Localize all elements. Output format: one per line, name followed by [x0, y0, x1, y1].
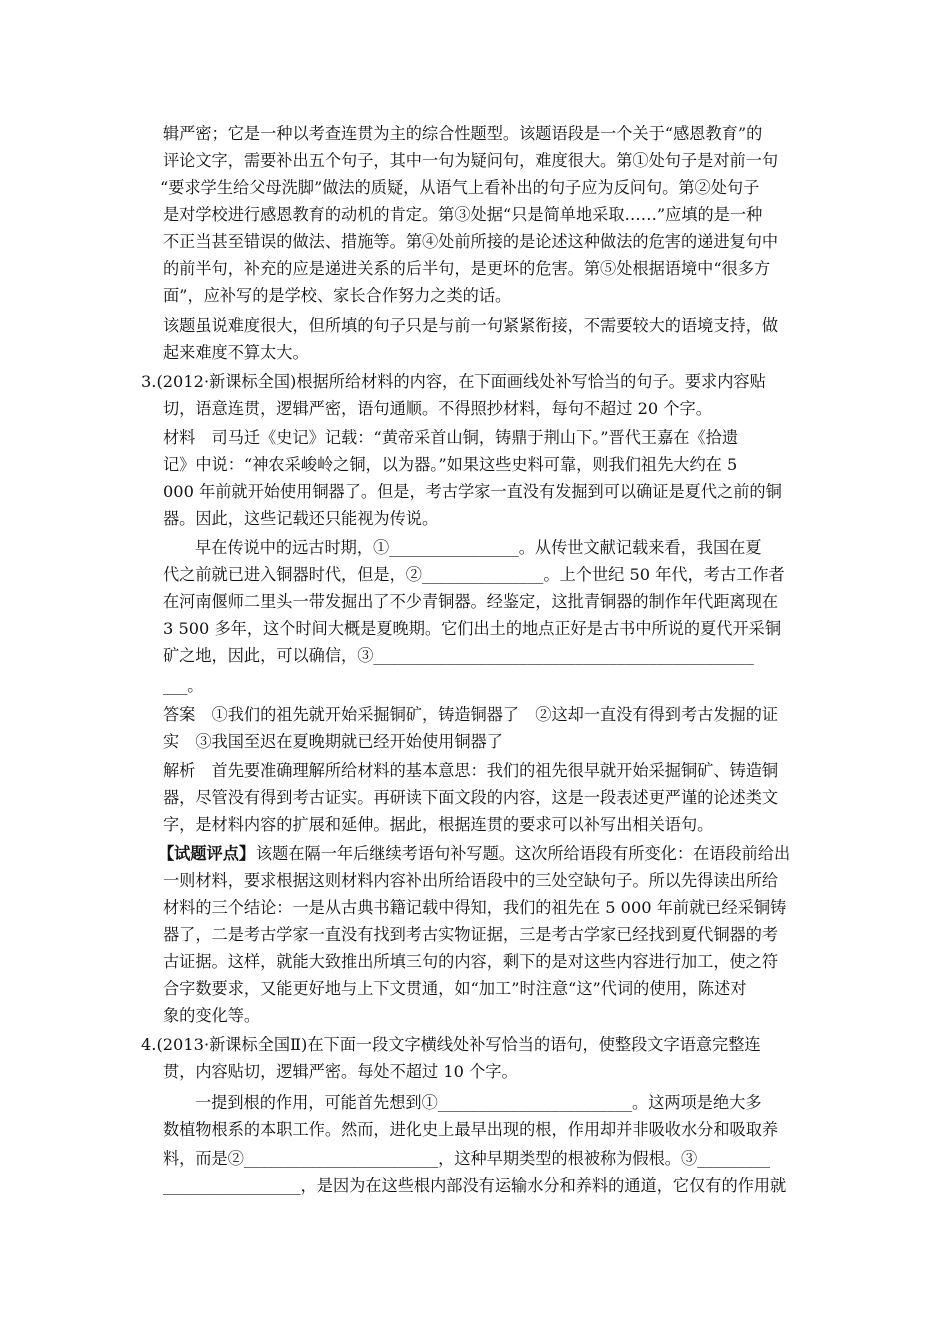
text-line: 器了，二是考古学家一直没有找到考古实物证据，三是考古学家已经找到夏代铜器的考: [163, 925, 779, 944]
text-line: 材料的三个结论：一是从古典书籍记载中得知，我们的祖先在 5 000 年前就已经采铜铸: [163, 898, 787, 917]
text-line: 矿之地，因此，可以确信，③_______________________________________________: [163, 646, 754, 665]
analysis-text: 解析 首先要准确理解所给材料的基本意思：我们的祖先很早就开始采掘铜矿、铸造铜: [163, 761, 779, 780]
passage-text: 一提到根的作用，可能首先想到①________________________。这两项是绝大多: [195, 1093, 762, 1112]
question-4-stem: 4.(2013·新课标全国Ⅱ)在下面一段文字横线处补写恰当的语句，使整段文字语意完整连: [141, 1035, 761, 1054]
text-line: 器。因此，这些记载还只能视为传说。: [163, 509, 439, 528]
text-line: 字，是材料内容的扩展和延伸。据此，根据连贯的要求可以补写出相关语句。: [163, 815, 714, 834]
text-line: 料，而是②________________________，这种早期类型的根被称为假根。③_________: [163, 1149, 771, 1168]
text-line: 该题虽说难度很大，但所填的句子只是与前一句紧紧衔接，不需要较大的语境支持，做: [163, 316, 779, 335]
text-line: 象的变化等。: [163, 1006, 261, 1025]
material-text: 材料 司马迁《史记》记载：“黄帝采首山铜，铸鼎于荆山下。”晋代王嘉在《拾遗: [163, 428, 739, 447]
text-line: 3 500 多年，这个时间大概是夏晚期。它们出土的地点正好是古书中所说的夏代开采铜: [163, 619, 782, 638]
text-line: _________________，是因为在这些根内部没有运输水分和养料的通道，它仅有的作用就: [163, 1176, 787, 1195]
text-line: 评论文字，需要补出五个句子，其中一句为疑问句，难度很大。第①处句子是对前一句: [163, 151, 779, 170]
question-3-stem: 3.(2012·新课标全国)根据所给材料的内容，在下面画线处补写恰当的句子。要求内容贴: [141, 372, 766, 391]
text-line: 起来难度不算太大。: [163, 343, 309, 362]
review-heading: 【试题评点】: [158, 844, 256, 863]
text-line: 一则材料，要求根据这则材料内容补出所给语段中的三处空缺句子。所以先得读出所给: [163, 871, 779, 890]
text-line: “要求学生给父母洗脚”做法的质疑，从语气上看补出的句子应为反问句。第②处句子: [160, 178, 760, 197]
text-line: 实 ③我国至迟在夏晚期就已经开始使用铜器了: [163, 732, 503, 751]
text-line: 代之前就已进入铜器时代，但是，②_______________。上个世纪 50 年代，考古工作者: [163, 565, 785, 584]
text-line: 是对学校进行感恩教育的动机的肯定。第③处据“只是简单地采取……”应填的是一种: [163, 205, 763, 224]
text-line: 不正当甚至错误的做法、措施等。第④处前所接的是论述这种做法的危害的递进复句中: [163, 232, 779, 251]
text-line: 切，语意连贯，逻辑严密，语句通顺。不得照抄材料，每句不超过 20 个字。: [163, 399, 712, 418]
passage-text: 早在传说中的远古时期，①________________。从传世文献记载来看，我国在夏: [195, 538, 762, 557]
text-line: 数植物根系的本职工作。然而，进化史上最早出现的根，作用却并非吸收水分和吸取养: [163, 1120, 779, 1139]
answer-text: 答案 ①我们的祖先就开始采掘铜矿，铸造铜器了 ②这却一直没有得到考古发掘的证: [163, 705, 779, 724]
text-line: 古证据。这样，就能大致推出所填三句的内容，剩下的是对这些内容进行加工，使之符: [163, 952, 779, 971]
text-line: 贯，内容贴切，逻辑严密。每处不超过 10 个字。: [163, 1062, 518, 1081]
text-line: 在河南偃师二里头一带发掘出了不少青铜器。经鉴定，这批青铜器的制作年代距离现在: [163, 592, 779, 611]
text-line: 面”，应补写的是学校、家长合作努力之类的话。: [163, 286, 512, 305]
text-line: 000 年前就开始使用铜器了。但是，考古学家一直没有发掘到可以确证是夏代之前的铜: [163, 482, 782, 501]
text-line: 记》中说：“神农采峻岭之铜，以为器。”如果这些史料可靠，则我们祖先大约在 5: [163, 455, 738, 474]
text-line: 的前半句，补充的应是递进关系的后半句，是更坏的危害。第⑤处根据语境中“很多方: [163, 259, 771, 278]
text-line: 合字数要求，又能更好地与上下文贯通，如“加工”时注意“这”代词的使用，陈述对: [163, 979, 747, 998]
text-line: ___。: [163, 676, 204, 695]
text-line: 辑严密；它是一种以考查连贯为主的综合性题型。该题语段是一个关于“感恩教育”的: [163, 124, 763, 143]
text-line: 器，尽管没有得到考古证实。再研读下面文段的内容，这是一段表述更严谨的论述类文: [163, 788, 779, 807]
review-text: 该题在隔一年后继续考语句补写题。这次所给语段有所变化：在语段前给出: [256, 844, 791, 863]
